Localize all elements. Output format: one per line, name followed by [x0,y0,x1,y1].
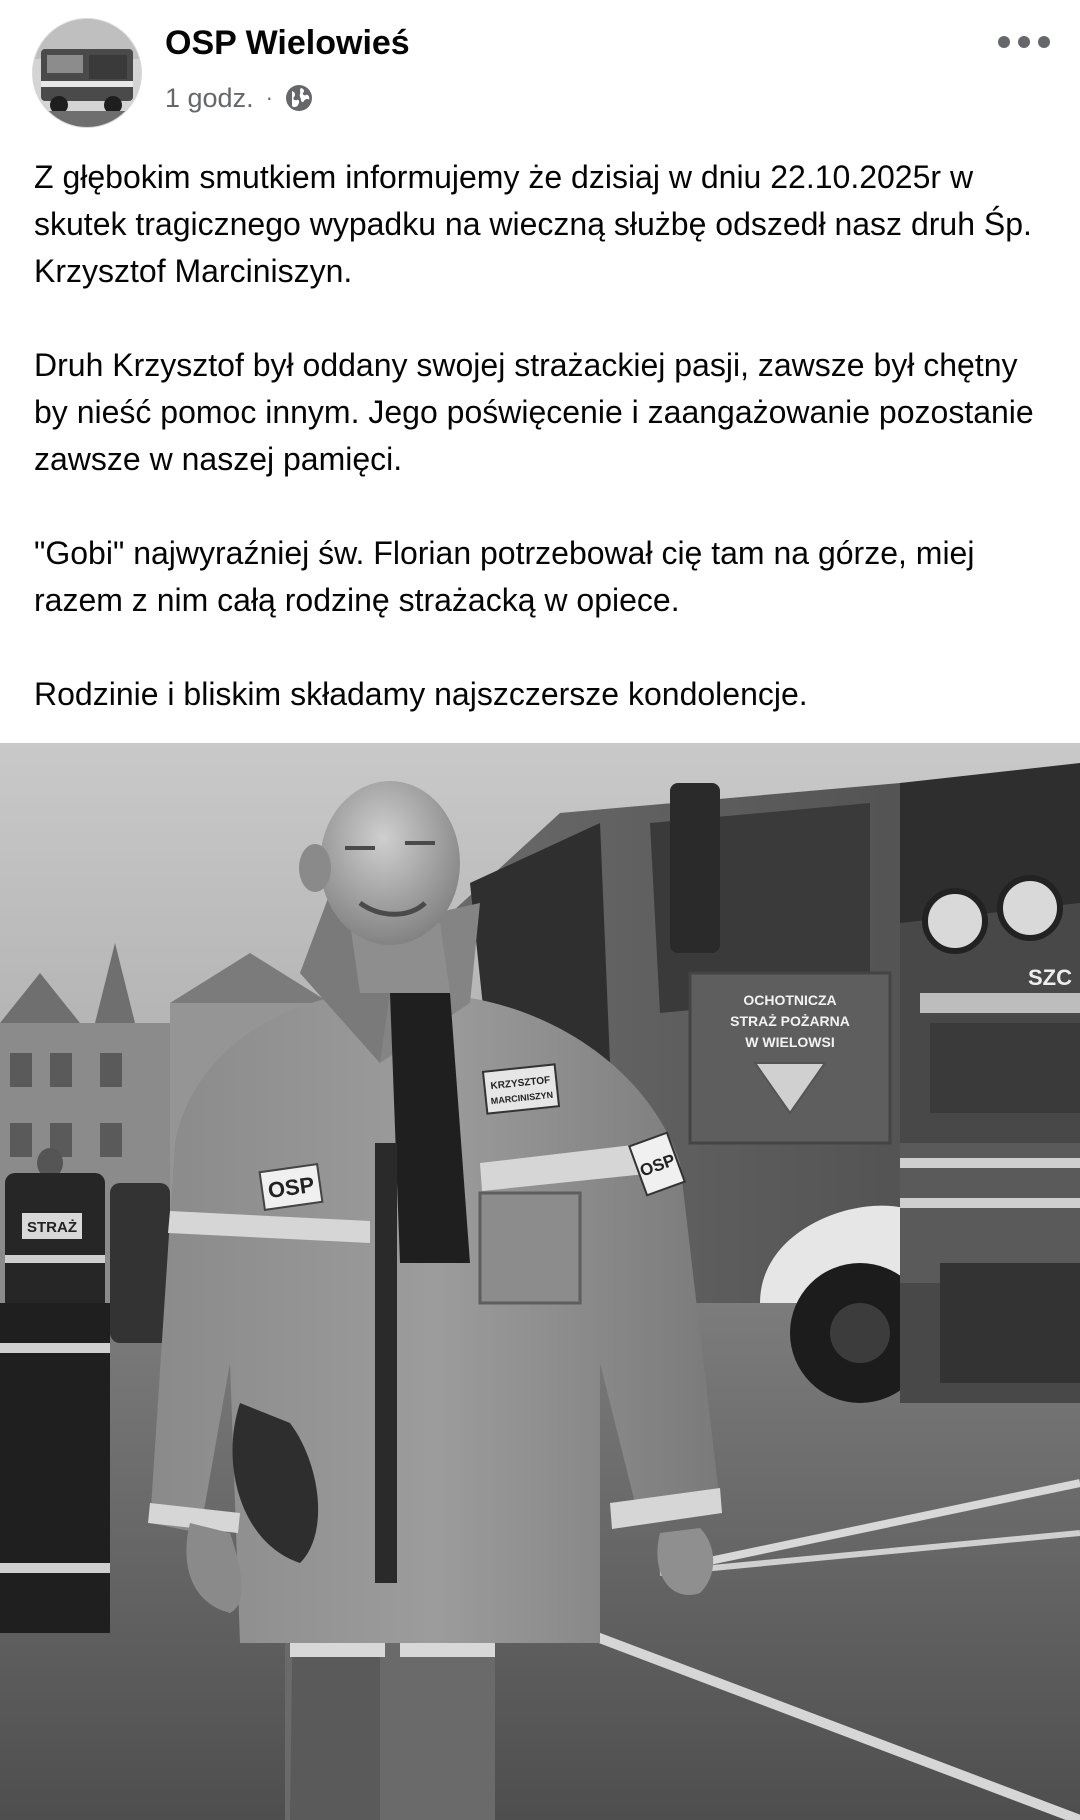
right-truck-label: SZC [1028,965,1072,990]
post-paragraph: Druh Krzysztof był oddany swojej strażackiej pasji, zawsze był chętny by nieść pomoc innym. Jego poświęcenie i zaangażowanie pozostanie zawsze w naszej pamięci. [34,347,1034,477]
name-patch-line-2: MARCINISZYN [490,1089,554,1107]
post-paragraph: "Gobi" najwyraźniej św. Florian potrzebował cię tam na górze, miej razem z nim całą rodzinę strażacką w opiece. [34,535,975,618]
globe-icon[interactable] [283,82,315,114]
page-avatar[interactable] [32,18,142,128]
truck-door-label-3: W WIELOWSI [745,1034,835,1050]
post-header [0,0,1080,140]
post-paragraph: Z głębokim smutkiem informujemy że dzisiaj w dniu 22.10.2025r w skutek tragicznego wypadku na wieczną służbę odszedł nasz druh Śp. Krzysztof Marciniszyn. [34,159,1032,289]
more-options-button[interactable] [994,24,1054,60]
post-photo[interactable] [0,743,1080,1820]
truck-door-label-1: OCHOTNICZA [743,992,837,1008]
page-name[interactable]: OSP Wielowieś [165,24,410,62]
sleeve-patch-label: OSP [637,1150,678,1181]
post-paragraph: Rodzinie i bliskim składamy najszczersze kondolencje. [34,676,808,712]
post-timestamp[interactable]: 1 godz. [165,82,254,113]
chest-patch-label: OSP [266,1171,316,1204]
name-patch-line-1: KRZYSZTOF [490,1074,551,1093]
bystander-jacket-label: STRAŻ [27,1219,77,1236]
post-meta [165,78,315,118]
more-horizontal-icon [997,35,1051,49]
fire-truck-avatar-image [33,19,141,127]
meta-separator: · [265,85,273,110]
firefighter-photo [0,743,1080,1820]
truck-door-label-2: STRAŻ POŻARNA [730,1013,850,1029]
post-message [34,154,1054,718]
